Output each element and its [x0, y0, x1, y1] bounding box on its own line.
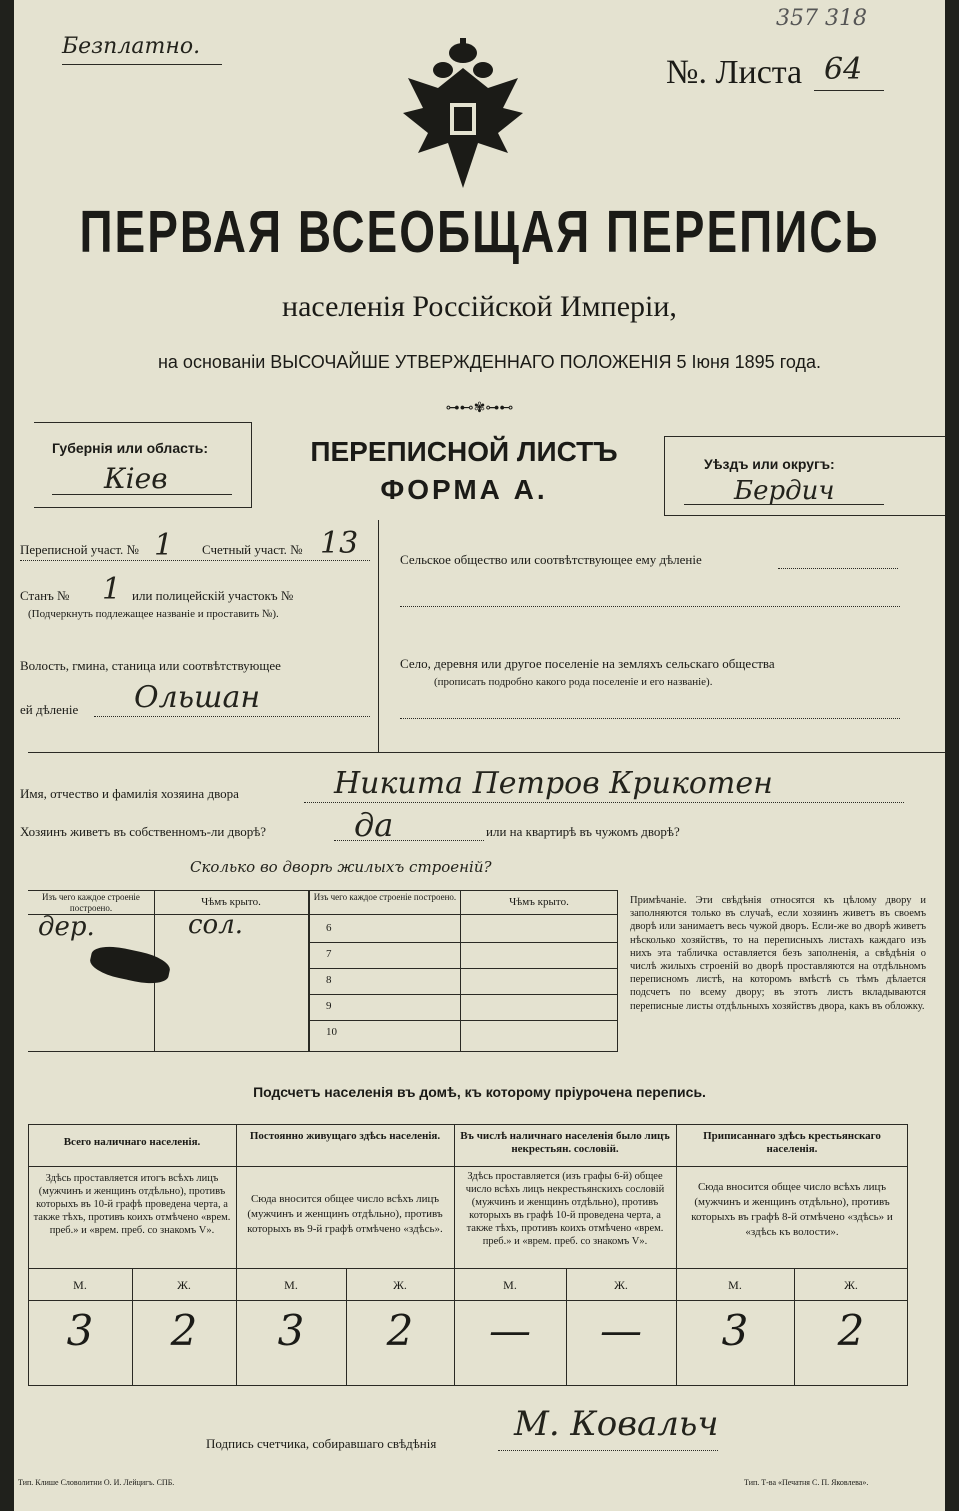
pop-title-rule [28, 1166, 908, 1167]
pop-col3-desc: Здѣсь проставляется (изъ графы 6-й) общее число всѣхъ лицъ некрестьянскихъ сословій (мужчинъ и женщинъ отдѣльно), противъ которыхъ въ графѣ 10-й проведена черта, а также тѣхъ, противъ коихъ отмѣчено «врем. преб.» и «врем. преб. со знакомъ V». [465, 1171, 665, 1247]
society-label: Сельское общество или соотвѣтствующее ему дѣленіе [400, 552, 702, 567]
division-value: Ольшан [134, 680, 261, 715]
province-underline [52, 494, 232, 495]
pop-col4-f-label: Ж. [844, 1278, 858, 1292]
district-label: Уѣздъ или округъ: [704, 456, 835, 472]
row-rule [310, 994, 618, 995]
own-yard-label: Хозяинъ живетъ въ собственномъ-ли дворѣ? [20, 824, 267, 839]
row-number-8: 8 [326, 974, 332, 986]
pop-col1-f-value: 2 [170, 1306, 198, 1355]
row-rule [310, 942, 618, 943]
pop-col4-m-label: М. [728, 1278, 742, 1292]
row-rule [310, 968, 618, 969]
province-label: Губернія или область: [52, 440, 209, 456]
police-label: или полицейскій участокъ № [132, 588, 294, 603]
row-rule [310, 1020, 618, 1021]
sheet-number-underline [814, 90, 884, 91]
pop-col4-desc: Сюда вносится общее число всѣхъ лицъ (мужчинъ и женщинъ отдѣльно), противъ которыхъ въ графѣ 8-й отмѣчено «здѣсь» и «здѣсь къ волости». [691, 1181, 893, 1238]
pop-col3-f-label: Ж. [614, 1278, 628, 1292]
archive-number: 357 318 [776, 6, 867, 31]
census-section-label: Переписной участ. № [20, 542, 139, 557]
pop-col4-title: Приписаннаго здѣсь крестьянскаго населенія. [703, 1130, 881, 1155]
free-label: Безплатно. [62, 34, 201, 59]
owner-name-label: Имя, отчество и фамилія хозяина двора [20, 786, 239, 801]
pop-mf-rule [28, 1300, 908, 1301]
own-yard-value: да [354, 806, 394, 844]
society-underline [778, 568, 898, 569]
stan-label: Станъ № [20, 588, 70, 603]
buildings-material-header-right: Изъ чего каждое строеніе построено. [313, 892, 457, 902]
census-sheet [14, 0, 945, 1511]
count-section-label: Счетный участ. № [202, 542, 303, 557]
own-yard-underline [334, 840, 484, 841]
pop-desc-rule [28, 1268, 908, 1269]
row-number-9: 9 [326, 1000, 332, 1012]
owner-name-value: Никита Петров Крикотен [334, 766, 773, 801]
buildings-material-header-left: Изъ чего каждое строеніе построено. [42, 892, 140, 913]
owner-name-underline [304, 802, 904, 803]
free-underline [62, 64, 222, 65]
legal-basis: на основаніи ВЫСОЧАЙШЕ УТВЕРЖДЕННАГО ПОЛОЖЕНІЯ 5 Іюня 1895 года. [157, 352, 821, 372]
block-bottom-rule [28, 752, 945, 753]
pop-col4-m-value: 3 [721, 1306, 749, 1355]
district-value: Бердич [734, 476, 835, 506]
province-value: Кiев [104, 462, 168, 495]
sheet-number-value: 64 [824, 52, 863, 87]
stan-value: 1 [102, 572, 122, 607]
count-section-value: 13 [320, 526, 359, 561]
form-name: ФОРМА А. [380, 474, 548, 505]
volost-label: Волость, гмина, станица или соотвѣтствующее [20, 658, 281, 673]
pop-col2-desc: Сюда вносится общее число всѣхъ лицъ (мужчинъ и женщинъ отдѣльно), противъ которыхъ въ 9-й графѣ отмѣчено «здѣсь». [247, 1193, 443, 1235]
sheet-title: ПЕРЕПИСНОЙ ЛИСТЪ [310, 436, 618, 467]
row-number-7: 7 [326, 948, 332, 960]
imperial-eagle-icon [398, 38, 528, 193]
signature-label: Подпись счетчика, собиравшаго свѣдѣнія [206, 1436, 437, 1451]
ornament-divider: ⊶⊷✾⊶⊷ [445, 401, 514, 416]
pop-col1-m-value: 3 [66, 1306, 94, 1355]
buildings-header-rule [28, 914, 618, 915]
village-underline [400, 718, 900, 719]
page-title: ПЕРВАЯ ВСЕОБЩАЯ ПЕРЕПИСЬ [79, 197, 880, 265]
division-underline [94, 716, 370, 717]
pop-col2-title: Постоянно живущаго здѣсь населенія. [249, 1130, 441, 1142]
row-number-10: 10 [326, 1026, 337, 1038]
buildings-note: Примѣчаніе. Эти свѣдѣнія относятся къ цѣлому двору и заполняются только въ случаѣ, если хозяинъ живетъ въ своемъ дворѣ или занимаетъ весь чужой дворъ. Если-же во дворѣ живетъ нѣсколько хозяйствъ, то на переписныхъ листахъ каждаго изъ нихъ эта табличка оставляется безъ заполненія, а свѣдѣнія о числѣ жилыхъ строеній во дворѣ проставляются на отдѣльномъ переписномъ листѣ, на которомъ вмѣстѣ съ тѣмъ дѣлается подсчетъ по всему двору; въ этотъ листъ вкладываются переписные листы отдѣльныхъ хозяйствъ двора, какъ въ обложку. [630, 895, 926, 1012]
division-label: ей дѣленіе [20, 702, 79, 717]
signature-value: М. Ковальч [514, 1404, 719, 1444]
pop-col2-m-value: 3 [277, 1306, 305, 1355]
society-line-2 [400, 606, 900, 607]
pop-col3-m-value: — [489, 1306, 531, 1355]
pop-col1-m-label: М. [73, 1278, 87, 1292]
village-label: Село, деревня или другое поселеніе на земляхъ сельскаго общества [400, 656, 775, 671]
section-underline [20, 560, 370, 561]
buildings-roof-header-right: Чѣмъ крыто. [509, 896, 569, 908]
pop-col1-desc: Здѣсь проставляется итогъ всѣхъ лицъ (мужчинъ и женщинъ отдѣльно), противъ которыхъ въ 10-й графѣ проведена черта, а также тѣхъ, противъ коихъ отмѣчено «врем. преб.» и «врем. преб. со знакомъ V». [33, 1173, 231, 1236]
pop-col3-f-value: — [600, 1306, 642, 1355]
underline-note: (Подчеркнуть подлежащее названіе и проставить №). [28, 608, 279, 620]
sheet-number-label: №. Листа [666, 54, 803, 91]
village-note: (прописать подробно какого рода поселеніе и его названіе). [434, 676, 713, 688]
buildings-row1-material: дер. [38, 912, 95, 942]
pop-col3-title: Въ числѣ наличнаго населенія было лицъ некрестьян. сословій. [460, 1130, 670, 1155]
pop-col2-f-label: Ж. [393, 1278, 407, 1292]
footer-right-printer: Тип. Т-ва «Печатня С. П. Яковлева». [744, 1478, 869, 1487]
block-divider [378, 520, 379, 752]
pop-col3-m-label: М. [503, 1278, 517, 1292]
pop-col2-m-label: М. [284, 1278, 298, 1292]
footer-left-printer: Тип. Клише Словолитни О. И. Лейцигъ. СПБ. [18, 1478, 175, 1487]
census-section-value: 1 [154, 528, 174, 563]
rent-label: или на квартирѣ въ чужомъ дворѣ? [486, 824, 680, 839]
pop-col1-f-label: Ж. [177, 1278, 191, 1292]
pop-col1-title: Всего наличнаго населенія. [63, 1136, 201, 1148]
pop-col4-f-value: 2 [837, 1306, 865, 1355]
signature-underline [498, 1450, 718, 1451]
row-number-6: 6 [326, 922, 332, 934]
page-subtitle: населенія Россійской Имперіи, [282, 290, 677, 323]
buildings-roof-header-left: Чѣмъ крыто. [201, 896, 261, 908]
buildings-label: Сколько во дворѣ жилыхъ строеній? [190, 858, 492, 876]
population-heading: Подсчетъ населенія въ домѣ, къ которому пріурочена перепись. [253, 1084, 706, 1100]
pop-col2-f-value: 2 [386, 1306, 414, 1355]
district-underline [684, 504, 884, 505]
buildings-row1-roof: сол. [188, 910, 244, 940]
